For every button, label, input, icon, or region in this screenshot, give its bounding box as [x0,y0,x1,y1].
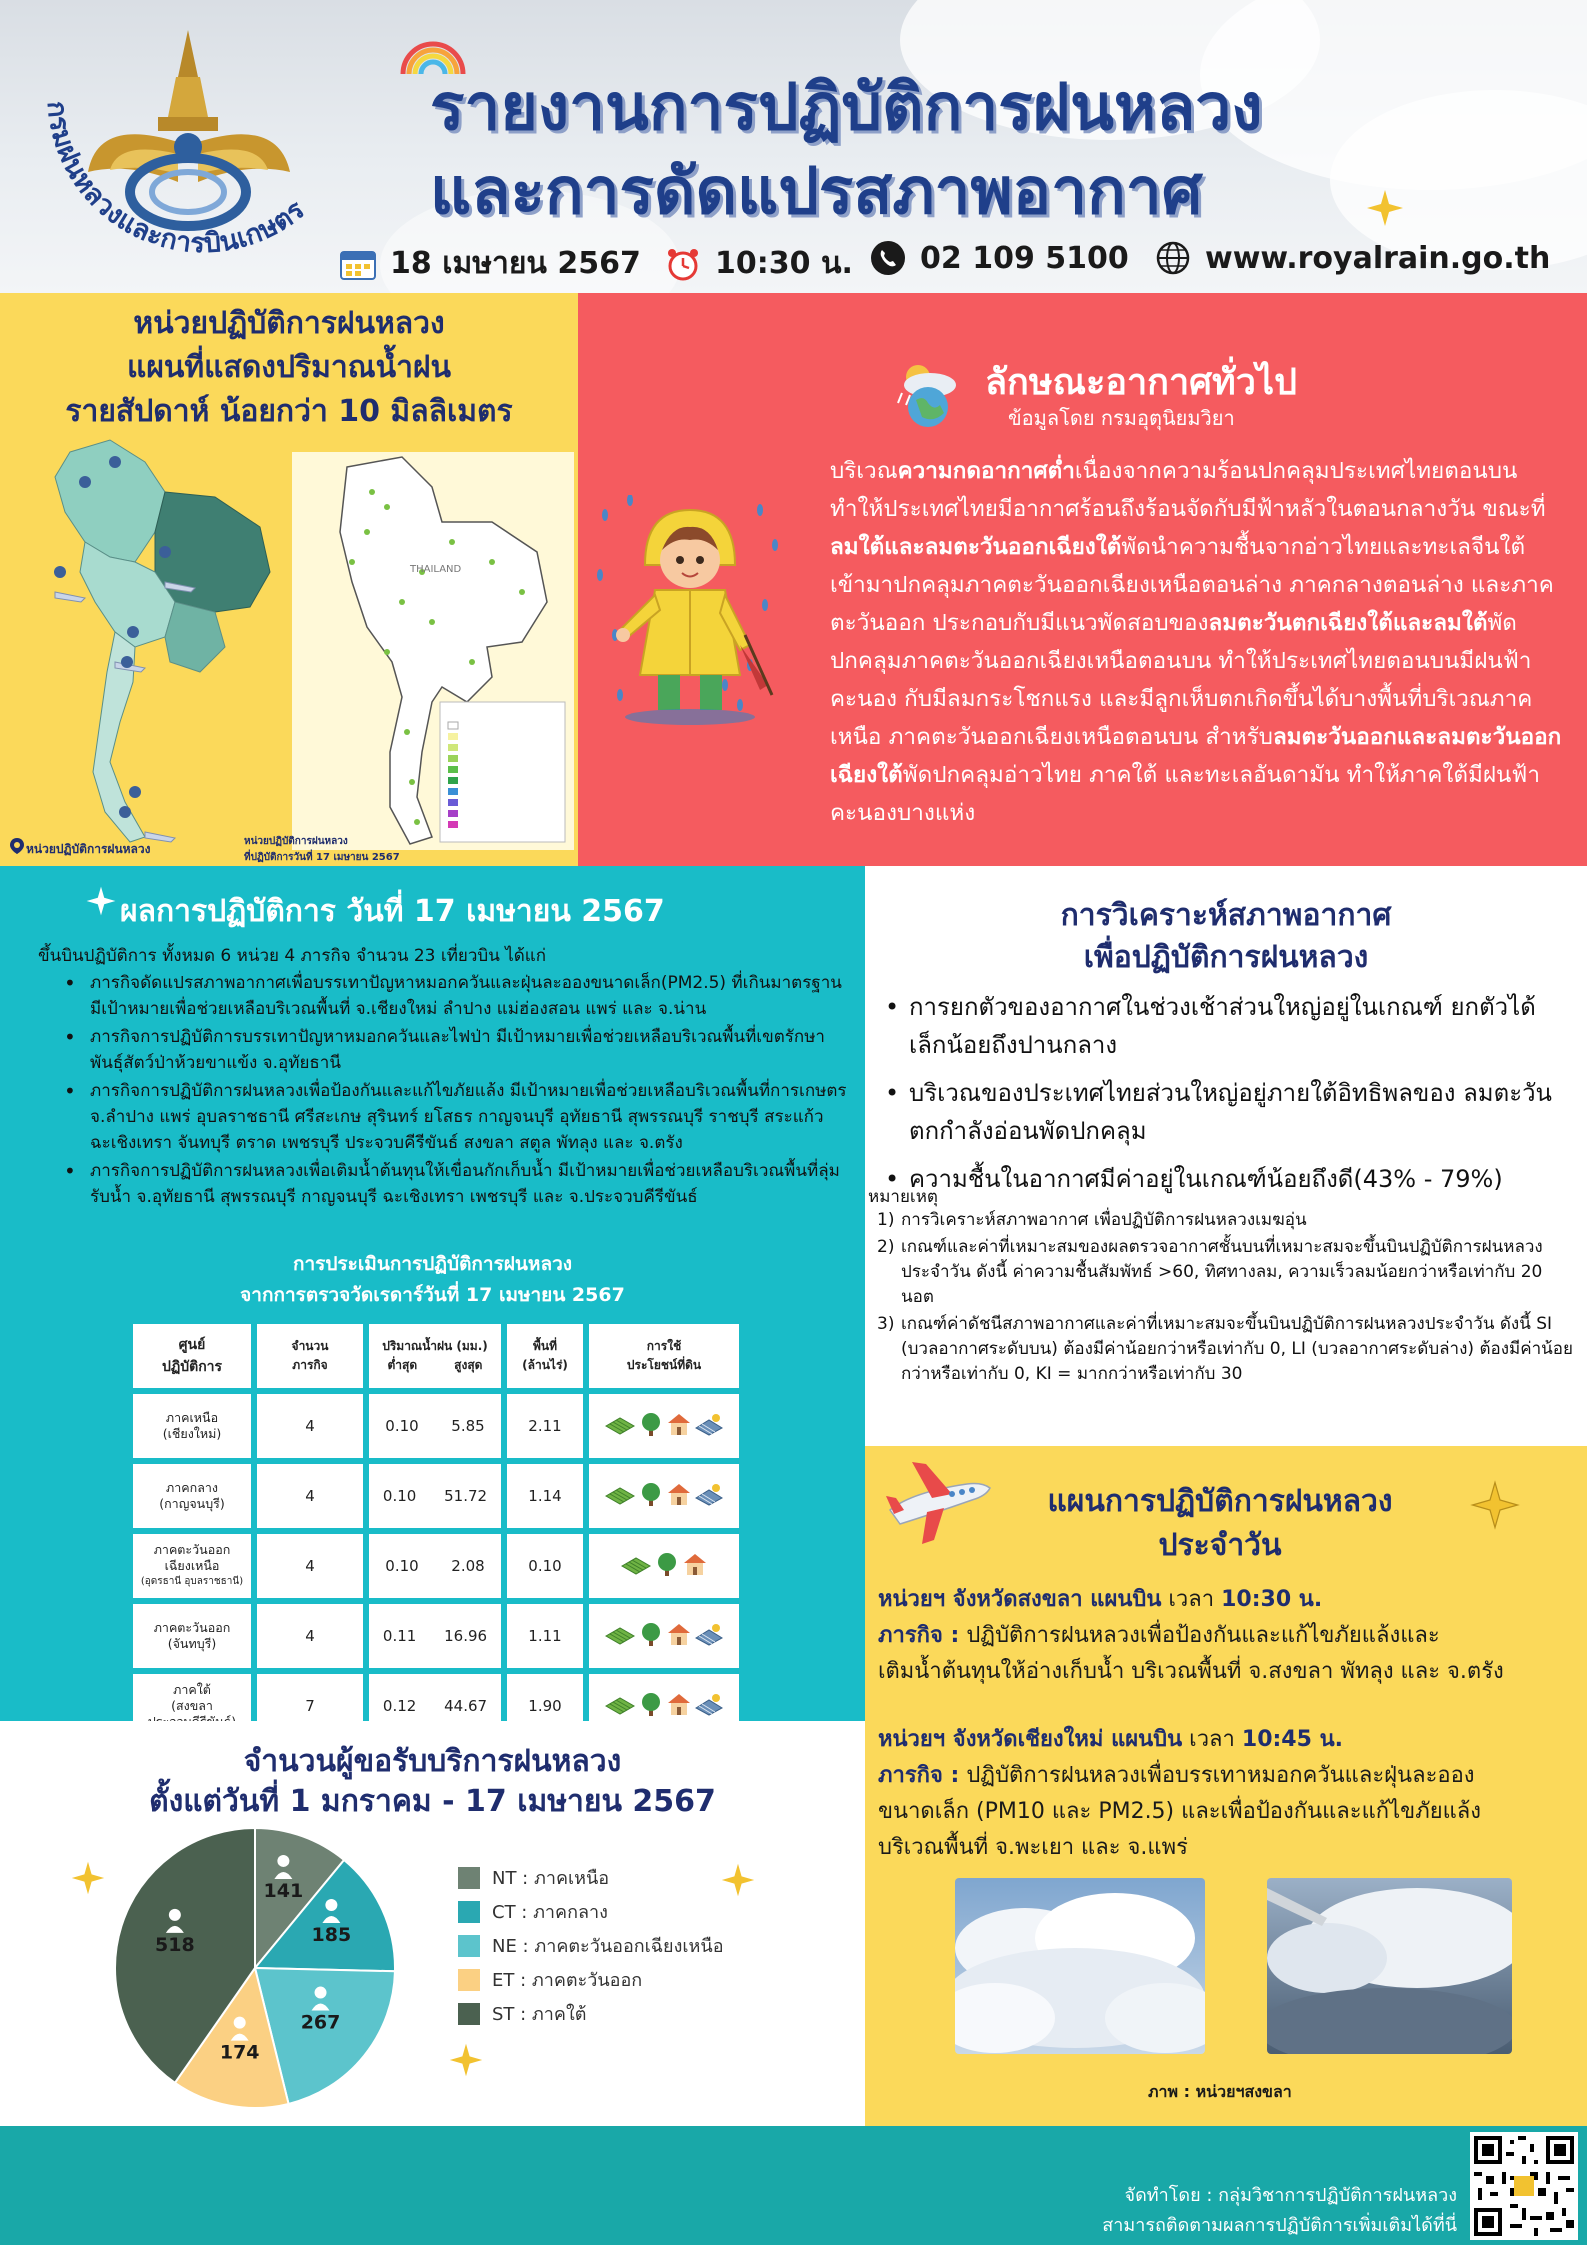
general-weather-text: บริเวณความกดอากาศต่ำเนื่องจากความร้อนปกคลุมประเทศไทยตอนบน ทำให้ประเทศไทยมีอากาศร้อนถึงร้อนจัดกับมีฟ้าหลัวในตอนกลางวัน ขณะที่ลมใต้และลมตะวันออกเฉียงใต้พัดนำความชื้นจากอ่าวไทยและทะเลจีนใต้ เข้ามาปกคลุมภาคตะวันออกเฉียงเหนือตอนล่าง ภาคกลางตอนล่าง และภาคตะวันออก ประกอบกับมีแนวพัดสอบของลมตะวันตกเฉียงใต้และลมใต้พัดปกคลุมภาคตะวันออกเฉียงเหนือตอนบน ทำให้ประเทศไทยตอนบนมีฝนฟ้าคะนอง กับมีลมกระโชกแรง และมีลูกเห็บตกเกิดขึ้นได้บางพื้นที่บริเวณภาคเหนือ ภาคตะวันออกเฉียงเหนือตอนบน สำหรับลมตะวันออกและลมตะวันออกเฉียงใต้พัดปกคลุมอ่าวไทย ภาคใต้ และทะเลอันดามัน ทำให้ภาคใต้มีฝนฟ้าคะนองบางแห่ง [830,458,1562,826]
pie-value-label: 141 [263,1879,304,1902]
map-caption-right-1: หน่วยปฏิบัติการฝนหลวง [244,836,348,847]
rainfall-cell: 0.10 2.08 [369,1534,501,1598]
list-item: • ภารกิจการปฏิบัติการฝนหลวงเพื่อป้องกันและแก้ไขภัยแล้ง มีเป้าหมายเพื่อช่วยเหลือบริเวณพื้นที่การเกษตร จ.ลำปาง แพร่ อุบลราชธานี ศรีสะเกษ สุรินทร์ ยโสธร กาญจนบุรี อุทัยธานี สุพรรณบุรี ราชบุรี สระแก้ว ฉะเชิงเทรา จันทบุรี ตราด เพชรบุรี ประจวบคีรีขันธ์ สงขลา สตูล พัทลุง และ จ.ตรัง [58,1078,848,1156]
analysis-list [885,988,1565,1208]
plan-mission-1: ภารกิจ : ปฏิบัติการฝนหลวงเพื่อป้องกันและแก้ไขภัยแล้งและ [878,1623,1440,1648]
farm-icon [694,1692,724,1720]
analysis-title-1: การวิเคราะห์สภาพอากาศ [1060,898,1392,933]
pin-icon [10,838,24,854]
list-item: • ภารกิจดัดแปรสภาพอากาศเพื่อบรรเทาปัญหาหมอกควันและฝุ่นละอองขนาดเล็ก(PM2.5) ที่เกินมาตรฐาน มีเป้าหมายเพื่อช่วยเหลือบริเวณพื้นที่ จ.เชียงใหม่ ลำปาง แม่ฮ่องสอน แพร่ และ จ.น่าน [58,970,848,1022]
evaluation-table [127,1318,745,1744]
header-land-use: การใช้ ประโยชน์ที่ดิน [589,1324,739,1388]
mission-list [58,970,848,1212]
rainfall-map [292,452,574,850]
sparkle-icon [1365,188,1405,228]
tree-icon [638,1481,664,1511]
phone-number: 02 109 5100 [920,240,1129,276]
header-missions: จำนวน ภารกิจ [257,1324,363,1388]
operation-results-intro: ขึ้นบินปฏิบัติการ ทั้งหมด 6 หน่วย 4 ภารกิจ จำนวน 23 เที่ยวบิน ได้แก่ [38,946,547,966]
plan-mission-2: ภารกิจ : ปฏิบัติการฝนหลวงเพื่อบรรเทาหมอกควันและฝุ่นละออง [878,1763,1475,1788]
plan-title-2: ประจำวัน [1158,1528,1282,1563]
qr-code[interactable] [1470,2132,1578,2240]
rainfall-cell: 0.11 16.96 [369,1604,501,1668]
legend-item-et: ET : ภาคตะวันออก [458,1965,642,1994]
cloud-photo-1 [955,1878,1205,2054]
note-list [877,1208,1577,1389]
plan-mission-2-cont: ขนาดเล็ก (PM10 และ PM2.5) และเพื่อป้องกันและแก้ไขภัยแล้ง [878,1799,1482,1824]
pie-title-1: จำนวนผู้ขอรับบริการฝนหลวง [243,1744,622,1779]
rainfall-cell: 0.10 5.85 [369,1394,501,1458]
pie-value-label: 185 [311,1924,352,1947]
land-use-cell [589,1604,739,1668]
pie-value-label: 518 [155,1933,195,1956]
date-info [340,240,641,287]
land-use-cell [589,1394,739,1458]
field-icon [604,1412,636,1440]
legend-swatch [458,1969,480,1991]
legend-swatch [458,2003,480,2025]
list-item: 3) เกณฑ์ค่าดัชนีสภาพอากาศและค่าที่เหมาะสมจะขึ้นบินปฏิบัติการฝนหลวงประจำวัน ดังนี้ SI (บวลอากาศระดับบน) ต้องมีค่าน้อยกว่าหรือเท่ากับ 0, LI (บวลอากาศระดับล่าง) ต้องมีค่าน้อยกว่าหรือเท่ากับ 0, KI = มากกว่าหรือเท่ากับ 30 [877,1314,1573,1384]
missions-cell: 4 [257,1464,363,1528]
header-center: ศูนย์ ปฏิบัติการ [133,1324,251,1388]
legend-item-ne: NE : ภาคตะวันออกเฉียงเหนือ [458,1931,724,1960]
house-icon [682,1551,708,1581]
field-icon [604,1692,636,1720]
tree-icon [638,1621,664,1651]
farm-icon [694,1622,724,1650]
weather-globe-icon [888,355,970,430]
cloud-photo-2 [1267,1878,1512,2054]
area-cell: 0.10 [507,1534,583,1598]
globe-icon [1155,240,1191,276]
title-line-1: รายงานการปฏิบัติการฝนหลวง [430,71,1263,145]
region-cell: ภาคใต้ (สงขลา [133,1674,251,1738]
area-cell: 1.11 [507,1604,583,1668]
legend-item-ct: CT : ภาคกลาง [458,1897,608,1926]
footer-credit: จัดทำโดย : กลุ่มวิชาการปฏิบัติการฝนหลวง [1124,2185,1457,2206]
plan-mission-2-cont: บริเวณพื้นที่ จ.พะเยา และ จ.แพร่ [878,1835,1188,1860]
region-cell: ภาคเหนือ (เชียงใหม่) [133,1394,251,1458]
sparkle-icon [720,1862,756,1898]
website-info[interactable] [1155,240,1550,276]
map-title-line-2: แผนที่แสดงปริมาณน้ำฝน [126,350,452,385]
rainfall-cell: 0.12 44.67 [369,1674,501,1738]
legend-swatch [458,1901,480,1923]
house-icon [666,1481,692,1511]
report-date: 18 เมษายน 2567 [390,246,641,281]
missions-cell: 7 [257,1674,363,1738]
tree-icon [638,1691,664,1721]
area-cell: 2.11 [507,1394,583,1458]
house-icon [666,1691,692,1721]
area-cell: 1.14 [507,1464,583,1528]
plan-title-1: แผนการปฏิบัติการฝนหลวง [1047,1484,1393,1519]
phone-info [870,240,1129,276]
operation-units-map [15,432,300,852]
list-item: • ความชื้นในอากาศมีค่าอยู่ในเกณฑ์น้อยถึงดี(43% - 79%) [885,1160,1565,1198]
house-icon [666,1621,692,1651]
header-area: พื้นที่ (ล้านไร่) [507,1324,583,1388]
evaluation-title-2: จากการตรวจวัดเรดาร์วันที่ 17 เมษายน 2567 [240,1284,625,1306]
area-cell: 1.90 [507,1674,583,1738]
weather-source: ข้อมูลโดย กรมอุตุนิยมวิยา [1008,406,1235,430]
list-item: 2) เกณฑ์และค่าที่เหมาะสมของผลตรวจอากาศชั้นบนที่เหมาะสมจะขึ้นบินปฏิบัติการฝนหลวงประจำวัน ดังนี้ ค่าความชื้นสัมพัทธ์ >60, ทิศทางลม, ความเร็วลมน้อยกว่าหรือเท่ากับ 20 นอต [877,1237,1543,1307]
list-item: • บริเวณของประเทศไทยส่วนใหญ่อยู่ภายใต้อิทธิพลของ ลมตะวันตกกำลังอ่อนพัดปกคลุม [885,1074,1565,1150]
table-row [133,1604,739,1668]
missions-cell: 4 [257,1604,363,1668]
evaluation-title-1: การประเมินการปฏิบัติการฝนหลวง [292,1253,573,1275]
plan-unit-1: หน่วยฯ จังหวัดสงขลา แผนบิน เวลา 10:30 น. [878,1587,1323,1612]
girl-raincoat-illustration [590,495,785,730]
table-row [133,1534,739,1598]
map-country-label: THAILAND [410,564,462,575]
table-row [133,1394,739,1458]
pie-value-label: 174 [219,2041,260,2064]
pie-value-label: 267 [300,2011,341,2034]
plan-mission-1-cont: เติมน้ำต้นทุนให้อ่างเก็บน้ำ บริเวณพื้นที่ จ.สงขลา พัทลุง และ จ.ตรัง [878,1659,1504,1684]
land-use-cell [589,1534,739,1598]
list-item: • ภารกิจการปฏิบัติการฝนหลวงเพื่อเติมน้ำต้นทุนให้เขื่อนกักเก็บน้ำ มีเป้าหมายเพื่อช่วยเหลือบริเวณพื้นที่ลุ่มรับน้ำ จ.อุทัยธานี สุพรรณบุรี กาญจนบุรี ฉะเชิงเทรา เพชรบุรี และ จ.ประจวบคีรีขันธ์ [58,1158,848,1210]
footer-more-info: สามารถติดตามผลการปฏิบัติการเพิ่มเติมได้ที่นี่ [1102,2215,1457,2236]
header-rainfall: ปริมาณน้ำฝน (มม.) ต่ำสุด สูงสุด [369,1324,501,1388]
legend-swatch [458,1935,480,1957]
website-link[interactable]: www.royalrain.go.th [1205,240,1551,276]
region-cell: ภาคตะวันออก เฉียงเหนือ (อุดรธานี อุบลราชธานี) [133,1534,251,1598]
missions-cell: 4 [257,1394,363,1458]
missions-cell: 4 [257,1534,363,1598]
field-icon [604,1622,636,1650]
analysis-title-2: เพื่อปฏิบัติการฝนหลวง [1083,940,1369,975]
pie-title-2: ตั้งแต่วันที่ 1 มกราคม - 17 เมษายน 2567 [149,1784,716,1819]
field-icon [620,1552,652,1580]
legend-item-nt: NT : ภาคเหนือ [458,1863,609,1892]
plan-unit-2: หน่วยฯ จังหวัดเชียงใหม่ แผนบิน เวลา 10:45 น. [878,1727,1343,1752]
legend-item-st: ST : ภาคใต้ [458,1999,586,2028]
operation-results-title: ผลการปฏิบัติการ วันที่ 17 เมษายน 2567 [120,894,665,929]
farm-icon [694,1482,724,1510]
tree-icon [638,1411,664,1441]
title-line-2: และการดัดแปรสภาพอากาศ [430,155,1203,229]
map-caption-left: หน่วยปฏิบัติการฝนหลวง [26,842,151,856]
table-header-row [133,1324,739,1388]
phone-icon [870,240,906,276]
list-item: 1) การวิเคราะห์สภาพอากาศ เพื่อปฏิบัติการฝนหลวงเมฆอุ่น [877,1210,1307,1230]
land-use-cell [589,1464,739,1528]
table-row [133,1464,739,1528]
department-logo [28,22,368,272]
general-weather-title: ลักษณะอากาศทั่วไป [985,362,1297,403]
legend-swatch [458,1867,480,1889]
sparkle-icon [85,885,117,917]
region-cell: ภาคกลาง (กาญจนบุรี) [133,1464,251,1528]
field-icon [604,1482,636,1510]
list-item: • ภารกิจการปฏิบัติการบรรเทาปัญหาหมอกควันและไฟป่า มีเป้าหมายเพื่อช่วยเหลือบริเวณพื้นที่เขตรักษาพันธุ์สัตว์ป่าห้วยขาแข้ง จ.อุทัยธานี [58,1024,848,1076]
map-title-line-1: หน่วยปฏิบัติการฝนหลวง [133,306,445,341]
list-item: • การยกตัวของอากาศในช่วงเช้าส่วนใหญ่อยู่ในเกณฑ์ ยกตัวได้เล็กน้อยถึงปานกลาง [885,988,1565,1064]
photo-caption: ภาพ : หน่วยฯสงขลา [1148,2082,1292,2101]
org-name: กรมฝนหลวงและการบินเกษตร [40,99,311,260]
report-time: 10:30 น. [715,246,853,281]
region-cell: ภาคตะวันออก (จันทบุรี) [133,1604,251,1668]
service-requests-pie-chart [100,1818,460,2118]
calendar-icon [340,248,376,280]
alarm-clock-icon [665,246,701,282]
rainfall-cell: 0.10 51.72 [369,1464,501,1528]
note-heading: หมายเหตุ [868,1187,938,1207]
farm-icon [694,1412,724,1440]
map-title-line-3: รายสัปดาห์ น้อยกว่า 10 มิลลิเมตร [65,394,513,429]
map-caption-right-2: ที่ปฏิบัติการวันที่ 17 เมษายน 2567 [244,852,400,863]
time-info [665,240,853,287]
house-icon [666,1411,692,1441]
tree-icon [654,1551,680,1581]
